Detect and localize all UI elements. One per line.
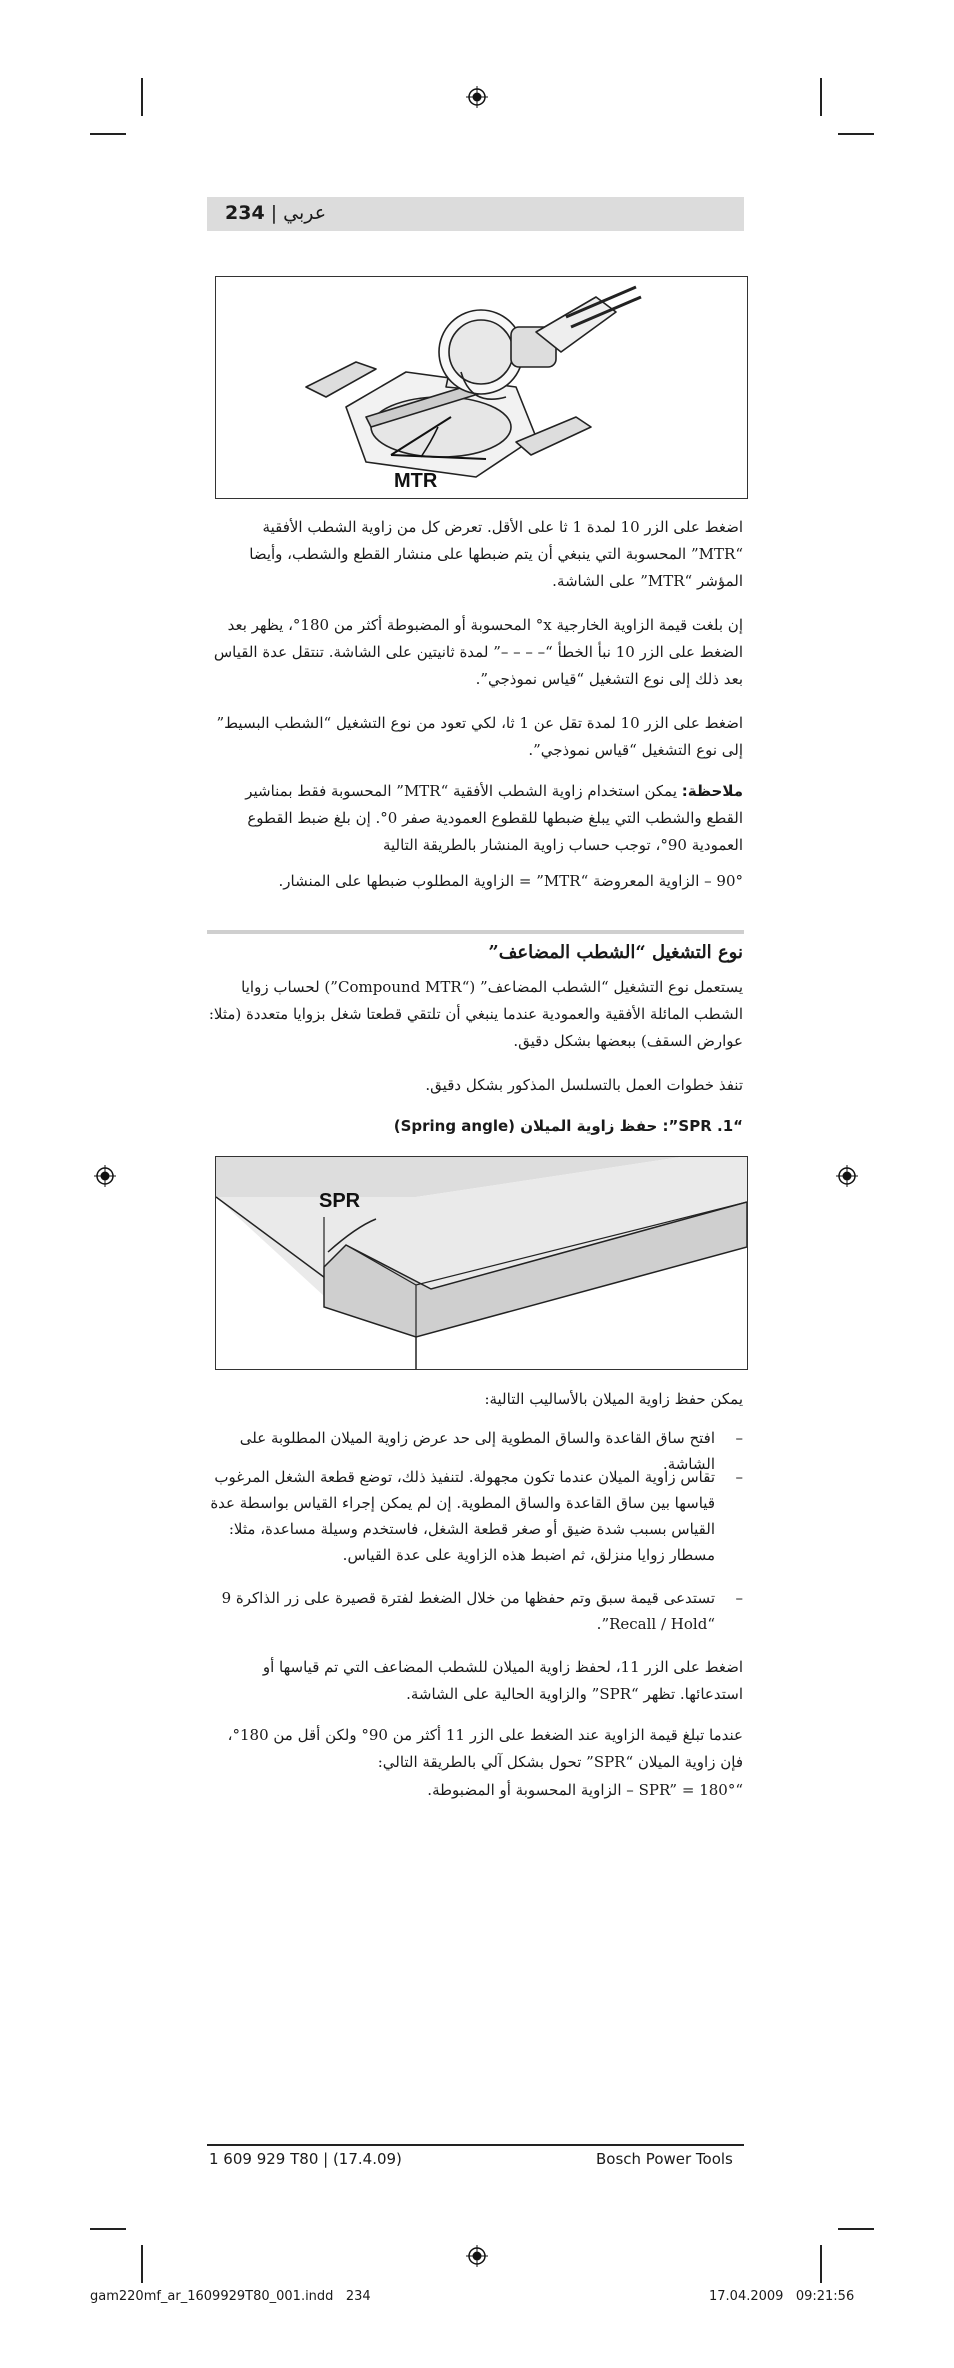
crop-mark xyxy=(141,78,143,116)
page-header xyxy=(207,197,744,231)
miter-saw-illustration xyxy=(216,277,747,498)
paragraph-order: تنفذ خطوات العمل بالتسلسل المذكور بشكل دقيق. xyxy=(425,1076,743,1094)
header-language: عربي xyxy=(283,202,327,224)
slug-file-name: gam220mf_ar_1609929T80_001.indd 234 xyxy=(90,2289,371,2304)
header-separator: | xyxy=(270,202,284,224)
bullet-dash: – xyxy=(735,1468,743,1486)
note-paragraph xyxy=(207,778,743,859)
registration-mark-icon xyxy=(466,2245,488,2267)
paragraph-error: إن بلغت قيمة الزاوية الخارجية x° المحسوبة أو المضبوطة أكثر من 180°، يظهر بعد الضغط على الزر 10 نبأ الخطأ “– – – –” لمدة ثانيتين على الشاشة. تنتقل عدة القياس بعد ذلك إلى نوع التشغيل “قياس نموذجي”. xyxy=(213,616,743,688)
registration-mark-icon xyxy=(466,86,488,108)
footer-doc-number: 1 609 929 T80 | (17.4.09) xyxy=(209,2150,402,2168)
bullet-dash: – xyxy=(735,1589,743,1607)
registration-mark-icon xyxy=(836,1165,858,1187)
step-1-title: “1. SPR”: حفظ زاوية الميلان (Spring angle) xyxy=(393,1117,743,1135)
crop-mark xyxy=(90,133,126,135)
paragraph-spr-convert: عندما تبلغ قيمة الزاوية عند الضغط على الزر 11 أكثر من 90° ولكن أقل من 180°، فإن زاوية الميلان “SPR” تحول بشكل آلي بالطريقة التالي: xyxy=(227,1726,743,1771)
crop-mark xyxy=(838,133,874,135)
footer-rule xyxy=(207,2144,744,2146)
section-divider xyxy=(207,930,744,934)
paragraph-compound: يستعمل نوع التشغيل “الشطب المضاعف” (“Compound MTR”) لحساب زوايا الشطب المائلة الأفقية والعمودية عندما ينبغي أن تلتقي قطعتا شغل بزوايا متعددة (مثلا: عوارض السقف) ببعضها بشكل دقيق. xyxy=(208,978,743,1050)
paragraph-store-spr: اضغط على الزر 11، لحفظ زاوية الميلان للشطب المضاعف التي تم قياسها أو استدعائها. تظهر “SPR” والزاوية الحالية على الشاشة. xyxy=(262,1658,743,1703)
bullet-dash: – xyxy=(735,1429,743,1447)
paragraph-methods-intro: يمكن حفظ زاوية الميلان بالأساليب التالية: xyxy=(484,1390,743,1408)
figure-miter-saw xyxy=(215,276,748,499)
crop-mark xyxy=(838,2228,874,2230)
paragraph-return: اضغط على الزر 10 لمدة تقل عن 1 ثا، لكي تعود من نوع التشغيل “الشطب البسيط” إلى نوع التشغيل “قياس نموذجي”. xyxy=(216,714,743,759)
spring-angle-illustration xyxy=(216,1157,747,1369)
crop-mark xyxy=(141,2245,143,2283)
section-title-compound: نوع التشغيل “الشطب المضاعف” xyxy=(488,942,743,963)
figure-spring-angle xyxy=(215,1156,748,1370)
crop-mark xyxy=(90,2228,126,2230)
spr-formula: “SPR” = 180° – الزاوية المحسوبة أو المضبوطة. xyxy=(427,1781,743,1799)
paragraph-mtr-press: اضغط على الزر 10 لمدة 1 ثا على الأقل. تعرض كل من زاوية الشطب الأفقية “MTR” المحسوبة التي ينبغي أن يتم ضبطها على منشار القطع والشطب، وأيضا المؤشر “MTR” على الشاشة. xyxy=(249,518,743,590)
registration-mark-icon xyxy=(94,1165,116,1187)
page-number: 234 xyxy=(225,202,265,224)
list-item xyxy=(207,1585,743,1637)
note-text: يمكن استخدام زاوية الشطب الأفقية “MTR” المحسوبة فقط بمناشير القطع والشطب التي يبلغ ضبطها للقطوع العمودية صفر 0°. إن بلغ ضبط القطوع العمودية 90°، توجب حساب زاوية المنشار بالطريقة التالية xyxy=(245,782,743,854)
list-item-text: تستدعى قيمة سبق وتم حفظها من خلال الضغط لفترة قصيرة على زر الذاكرة 9 “Recall / Hold”. xyxy=(221,1589,715,1633)
list-item-text: تقاس زاوية الميلان عندما تكون مجهولة. لتنفيذ ذلك، توضع قطعة الشغل المرغوب قياسها بين ساق القاعدة والساق المطوية. إن لم يمكن إجراء القياس بواسطة عدة القياس بسبب شدة ضيق أو صغر قطعة الشغل، فاستخدم وسيلة مساعدة، مثلا: مسطار زوايا منزلق، ثم اضبط هذه الزاوية على عدة القياس. xyxy=(210,1468,715,1564)
crop-mark xyxy=(820,78,822,116)
mtr-label: MTR xyxy=(394,470,438,492)
note-label: ملاحظة: xyxy=(681,782,743,800)
list-item xyxy=(207,1464,743,1568)
spr-label: SPR xyxy=(319,1190,361,1212)
page-header-text xyxy=(225,202,326,224)
mtr-formula: 90° – الزاوية المعروضة “MTR” = الزاوية المطلوب ضبطها على المنشار. xyxy=(278,872,743,890)
list-item-text: افتح ساق القاعدة والساق المطوية إلى حد عرض زاوية الميلان المطلوبة على الشاشة. xyxy=(239,1429,715,1473)
slug-date: 17.04.2009 09:21:56 xyxy=(709,2289,855,2304)
footer-brand: Bosch Power Tools xyxy=(596,2150,733,2168)
crop-mark xyxy=(820,2245,822,2283)
